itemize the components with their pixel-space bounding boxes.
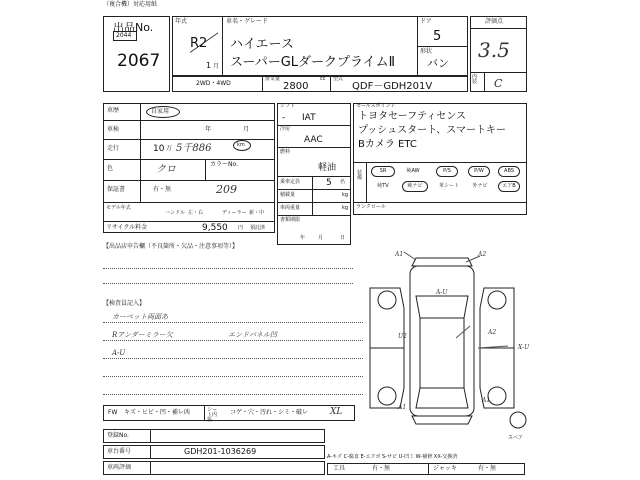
lot-number-label: 出品No. <box>113 21 154 34</box>
equip-tv: 純TV <box>377 183 389 189</box>
eval-row <box>103 461 325 475</box>
vehicle-grade: スーパーGLダークプライムⅡ <box>230 55 396 70</box>
weight-label: 車両重量 <box>280 205 301 211</box>
expiry-day: 日 <box>340 235 346 241</box>
equip-ps: P/S <box>436 166 458 177</box>
rating-score: 3.5 <box>478 38 510 62</box>
ac-value: AAC <box>304 135 323 145</box>
sales-point-line-2: プッシュスタート、スマートキー <box>358 125 506 136</box>
model-code: QDF－GDH201V <box>352 81 433 92</box>
history-label: 車歴 <box>107 107 120 114</box>
seat-mark: XL <box>330 407 343 417</box>
shaken-year-unit: 年 <box>205 126 212 133</box>
rating-label: 評価点 <box>485 18 504 25</box>
registration-label: 登録No. <box>107 432 129 439</box>
damage-mark-1: A1 <box>395 251 404 258</box>
note-line-2: Rアンダーミラー欠 <box>112 331 173 339</box>
equip-leather: 革シート <box>438 183 459 189</box>
model-month: 1 <box>206 61 212 70</box>
lot-sub-number: 2044 <box>116 32 132 39</box>
interior-grade: C <box>494 77 503 90</box>
equip-ext-navi: 外ナビ <box>472 183 488 189</box>
seat-label: シート内張 <box>207 407 218 423</box>
lot-number: 2067 <box>117 51 161 71</box>
equipment-label: 装備 <box>357 170 363 181</box>
recycle-unit: 円 <box>238 225 244 231</box>
fuel-value: 軽油 <box>318 163 337 173</box>
load-label: 積載量 <box>280 192 296 198</box>
shaken-month-unit: 月 <box>243 126 250 133</box>
damage-mark-6: X-U <box>518 344 530 351</box>
equip-navi: 純ナビ <box>402 181 428 192</box>
jack-label: ジャッキ <box>433 465 457 472</box>
chassis-number: GDH201-1036269 <box>184 447 257 456</box>
note-line-2b: エンドパネル凹 <box>228 331 277 339</box>
displacement-value: 2800 <box>283 81 309 92</box>
shift-dash: - <box>282 113 286 123</box>
eval-label: 車両評価 <box>107 464 132 471</box>
spare-label: スペア <box>508 435 524 441</box>
equip-pw: P/W <box>468 166 490 177</box>
year-label: 年式 <box>175 18 188 25</box>
sales-point-label: セールスポイント <box>356 103 396 109</box>
car-damage-diagram <box>360 248 530 436</box>
jack-options: 有・無 <box>478 465 497 472</box>
tool-label: 工具 <box>333 465 346 472</box>
doors-label: ドア <box>420 18 432 25</box>
sales-point-line-1: トヨタセーフティセンス <box>358 111 466 122</box>
damage-legend: A-キズ C-腐食 E-エクボ S-サビ U-凹ミ W-補修 XX-交換済 <box>327 454 458 460</box>
recycle-amount: 9,550 <box>202 223 228 233</box>
damage-mark-5: A2 <box>488 329 497 336</box>
mileage-label: 走行 <box>107 145 120 152</box>
notes-header: 【出品店申告欄（不良箇所・欠品・注意事項等）】 <box>103 243 239 250</box>
model-label: 型式 <box>333 76 344 82</box>
drive-type: 2WD・4WD <box>196 80 231 87</box>
cc-unit: cc <box>320 76 326 82</box>
equip-alloy: 純AW <box>406 168 420 174</box>
color-label: 色 <box>107 165 114 172</box>
dealer-options: 新・中 <box>249 210 265 216</box>
note-line-3: A-U <box>112 349 126 357</box>
month-suffix: 月 <box>213 63 220 70</box>
shaken-label: 車検 <box>107 126 120 133</box>
model-year: R2 <box>190 36 208 51</box>
capacity-value: 5 <box>326 178 332 188</box>
capacity-unit: 名 <box>340 179 346 185</box>
fw-label: FW <box>108 409 118 416</box>
seat-items: コゲ・穴・汚れ・シミ・破レ <box>230 409 309 416</box>
dealer-label: ディーラー <box>222 210 247 216</box>
color-code: 209 <box>216 183 237 196</box>
expiry-month: 月 <box>318 235 324 241</box>
sales-point-line-3: Bカメラ ETC <box>358 139 417 150</box>
form-title: （複合機）対応用紙 <box>103 1 158 8</box>
interior-label: 内装 <box>472 74 478 85</box>
capacity-label: 乗車定員 <box>280 179 301 185</box>
ac-label: 冷房 <box>280 126 291 132</box>
damage-mark-8: A1 <box>482 397 491 404</box>
equip-sr: SR <box>371 166 395 177</box>
shift-label: シフト <box>280 103 296 109</box>
registration-row <box>103 429 325 443</box>
fuel-label: 燃料 <box>280 149 291 155</box>
expiry-label: 書類期限 <box>280 217 301 223</box>
chassis-label: 車台番号 <box>107 448 132 455</box>
vehicle-name: ハイエース <box>230 37 294 52</box>
shape-label: 形状 <box>420 48 433 55</box>
damage-mark-2: A2 <box>478 251 487 258</box>
doors-value: 5 <box>433 29 442 44</box>
displacement-label: 排気量 <box>265 76 281 82</box>
model-year-label: モデル年式 <box>106 205 131 211</box>
warranty-label: 保証書 <box>107 186 126 193</box>
damage-mark-7: A1 <box>398 404 407 411</box>
name-label: 車名・グレード <box>226 18 269 25</box>
rank-label: ランクロール <box>356 204 386 210</box>
mileage-rest: 5千886 <box>176 143 212 154</box>
steering-options: 左・右 <box>188 210 204 216</box>
history-value: 自家用 <box>151 108 170 115</box>
warranty-options: 有・無 <box>153 186 172 193</box>
color-no-label: カラーNo. <box>210 161 238 168</box>
shift-value: IAT <box>302 113 316 123</box>
fw-items: キズ・ヒビ・凹・補レ凶 <box>124 409 190 416</box>
note-line-1: カーペット両面あ <box>112 313 168 321</box>
mileage-unit: km <box>237 142 245 148</box>
damage-mark-3: A-U <box>436 289 448 296</box>
mileage-man-unit: 万 <box>166 145 173 152</box>
color-value: クロ <box>156 164 176 175</box>
tool-options: 有・無 <box>372 465 391 472</box>
equip-airbag: エアB <box>498 181 520 192</box>
load-unit: kg <box>342 192 349 198</box>
recycle-status: 預託済 <box>250 225 266 231</box>
equip-abs: ABS <box>498 166 520 177</box>
expiry-year: 年 <box>300 235 306 241</box>
mileage-man: 10 <box>153 144 165 154</box>
shape-value: バン <box>427 57 449 70</box>
steering-label: ハンドル <box>165 210 186 216</box>
damage-mark-4: U2 <box>398 333 407 340</box>
recycle-label: リサイクル料金 <box>106 224 148 231</box>
weight-unit: kg <box>342 205 349 211</box>
inspector-header: 【検査員記入】 <box>103 300 146 307</box>
